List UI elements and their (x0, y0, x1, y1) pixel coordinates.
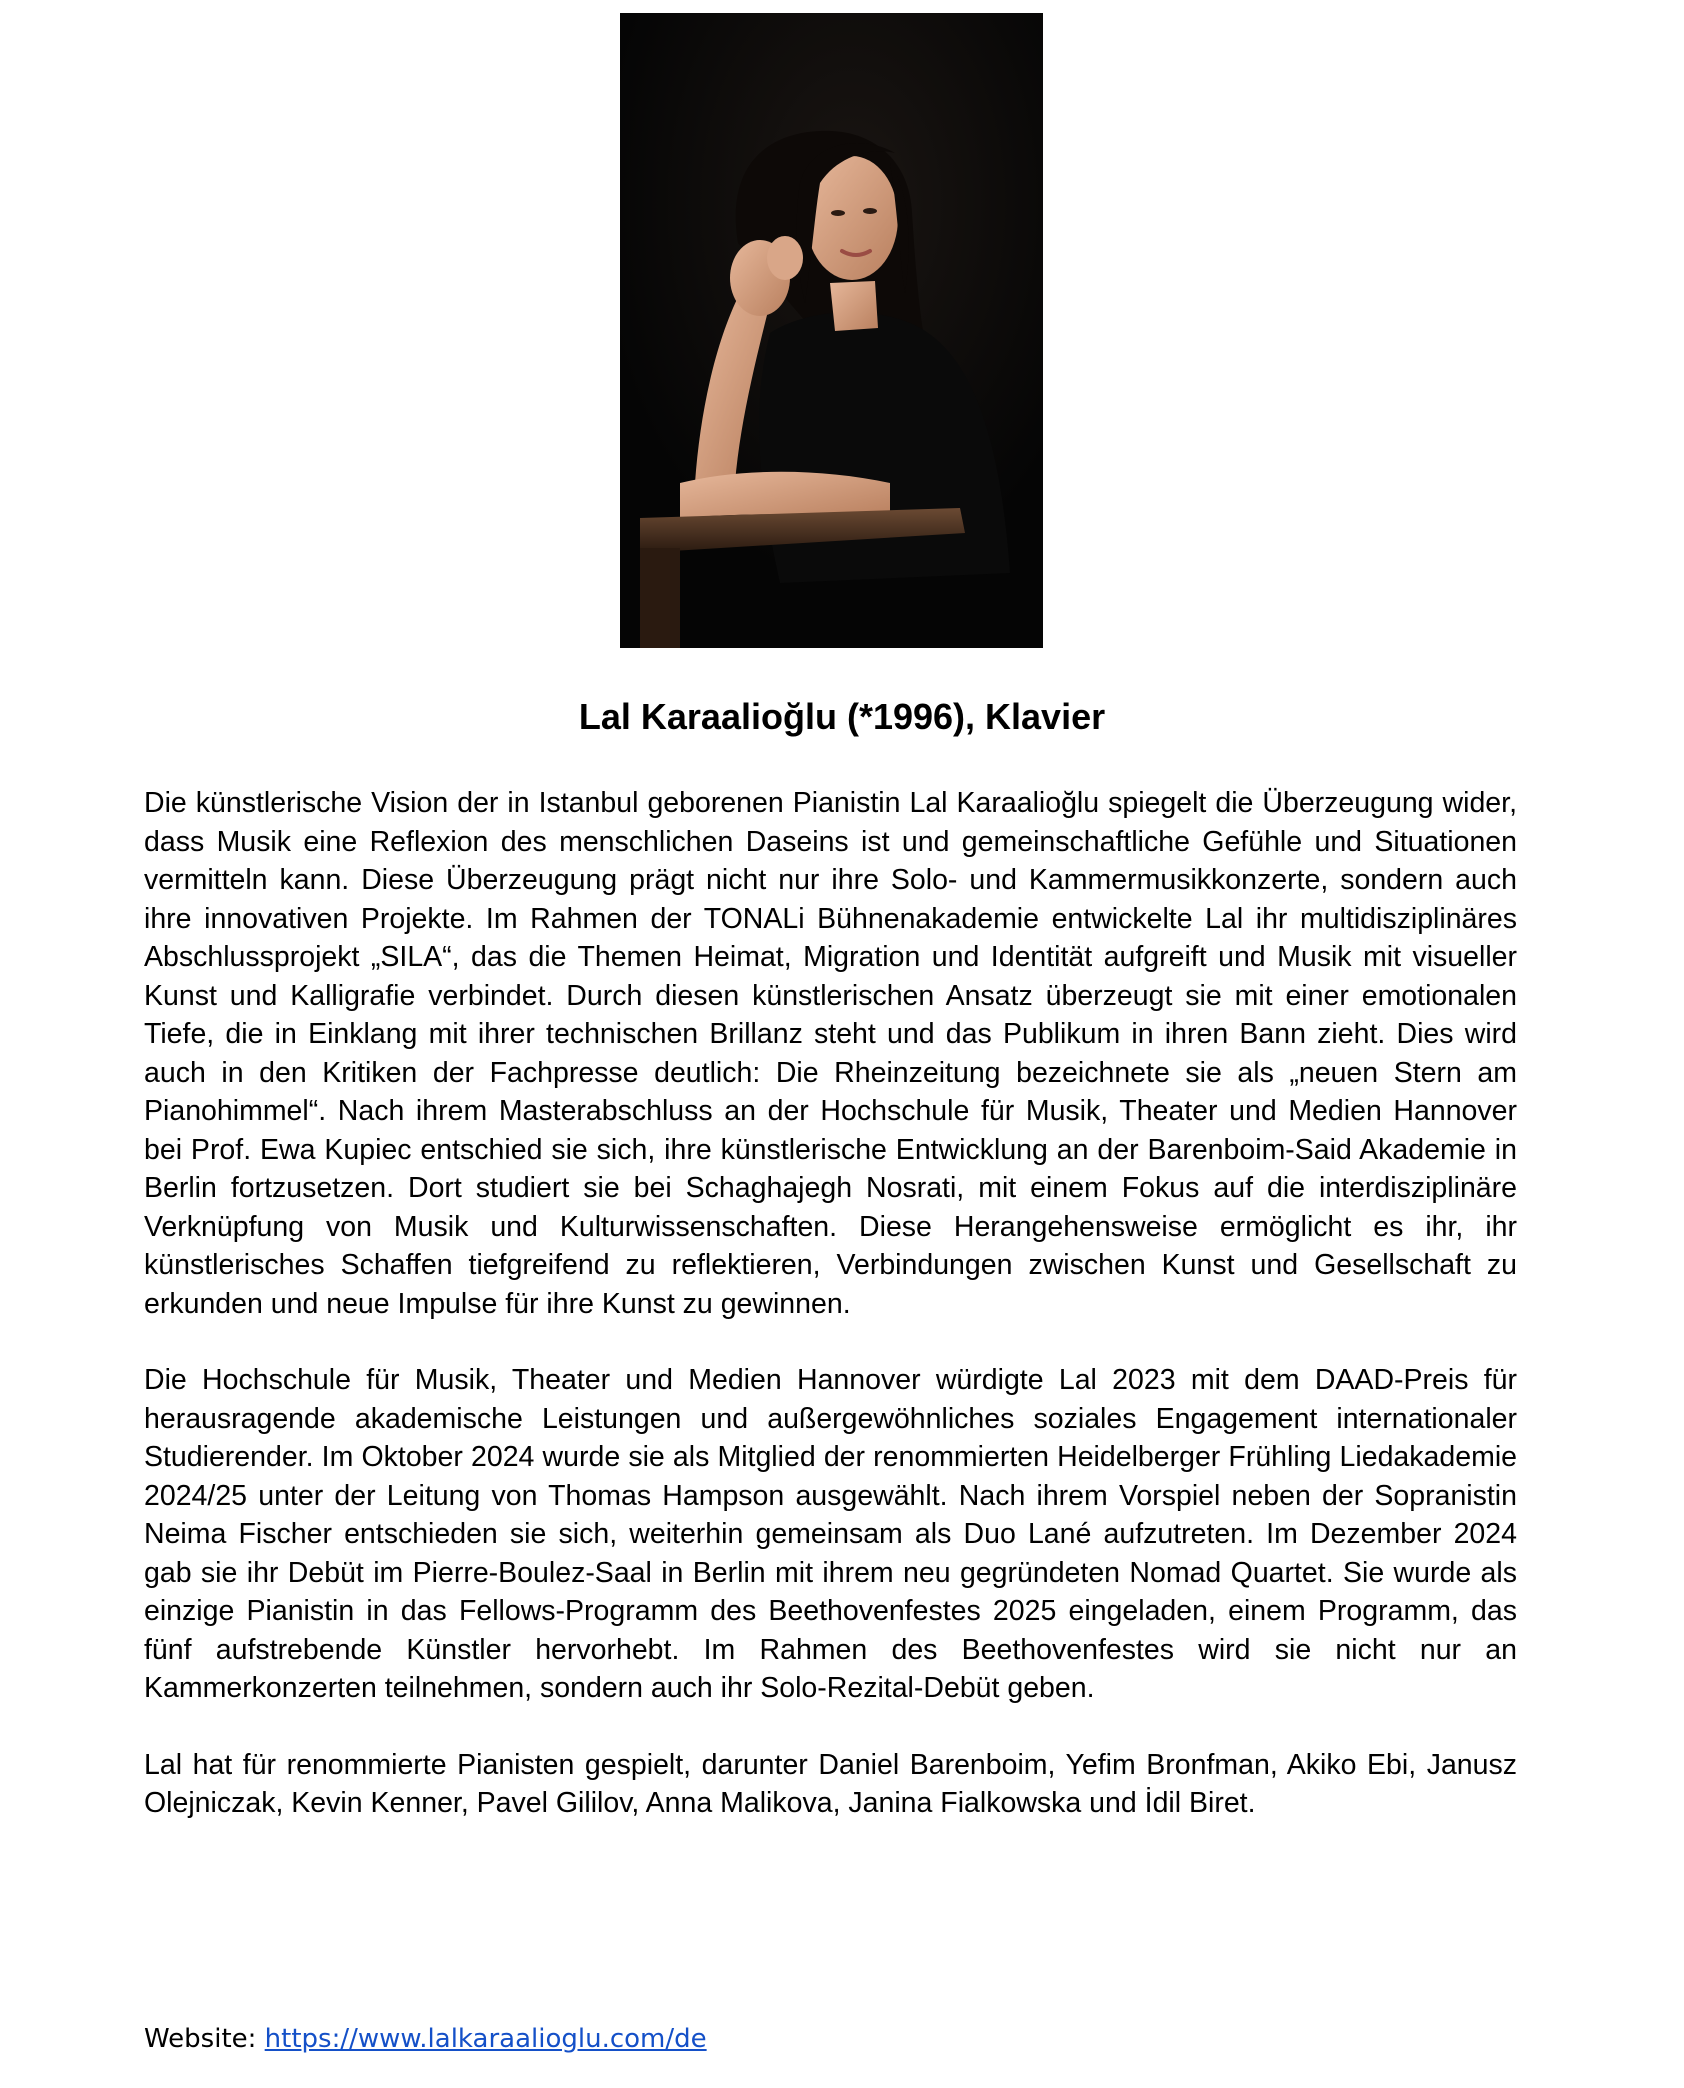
portrait-illustration (620, 13, 1043, 648)
paragraph-2: Die Hochschule für Musik, Theater und Medien Hannover würdigte Lal 2023 mit dem DAAD-Preis für herausragende akademische Leistungen und außergewöhnliches soziales Engagement internationaler Studierender. Im Oktober 2024 wurde sie als Mitglied der renommierten Heidelberger Frühling Liedakademie 2024/25 unter der Leitung von Thomas Hampson ausgewählt. Nach ihrem Vorspiel neben der Sopranistin Neima Fischer entschieden sie sich, weiterhin gemeinsam als Duo Lané aufzutreten. Im Dezember 2024 gab sie ihr Debüt im Pierre-Boulez-Saal in Berlin mit ihrem neu gegründeten Nomad Quartet. Sie wurde als einzige Pianistin in das Fellows-Programm des Beethovenfestes 2025 eingeladen, einem Programm, das fünf aufstrebende Künstler hervorhebt. Im Rahmen des Beethovenfestes wird sie nicht nur an Kammerkonzerten teilnehmen, sondern auch ihr Solo-Rezital-Debüt geben. (144, 1364, 1517, 1704)
website-line (144, 2021, 707, 2057)
paragraph-1: Die künstlerische Vision der in Istanbul geborenen Pianistin Lal Karaalioğlu spiegelt die Überzeugung wider, dass Musik eine Reflexion des menschlichen Daseins ist und gemeinschaftliche Gefühle und Situationen vermitteln kann. Diese Überzeugung prägt nicht nur ihre Solo- und Kammermusikkonzerte, sondern auch ihre innovativen Projekte. Im Rahmen der TONALi Bühnenakademie entwickelte Lal ihr multidisziplinäres Abschlussprojekt „SILA“, das die Themen Heimat, Migration und Identität aufgreift und Musik mit visueller Kunst und Kalligrafie verbindet. Durch diesen künstlerischen Ansatz überzeugt sie mit einer emotionalen Tiefe, die in Einklang mit ihrer technischen Brillanz steht und das Publikum in ihren Bann zieht. Dies wird auch in den Kritiken der Fachpresse deutlich: Die Rheinzeitung bezeichnete sie als „neuen Stern am Pianohimmel“. Nach ihrem Masterabschluss an der Hochschule für Musik, Theater und Medien Hannover bei Prof. Ewa Kupiec entschied sie sich, ihre künstlerische Entwicklung an der Barenboim-Said Akademie in Berlin fortzusetzen. Dort studiert sie bei Schaghajegh Nosrati, mit einem Fokus auf die interdisziplinäre Verknüpfung von Musik und Kulturwissenschaften. Diese Herangehensweise ermöglicht es ihr, ihr künstlerisches Schaffen tiefgreifend zu reflektieren, Verbindungen zwischen Kunst und Gesellschaft zu erkunden und neue Impulse für ihre Kunst zu gewinnen. (144, 787, 1517, 1320)
website-link[interactable]: https://www.lalkaraalioglu.com/de (264, 2024, 707, 2054)
paragraph-3: Lal hat für renommierte Pianisten gespielt, darunter Daniel Barenboim, Yefim Bronfman, Akiko Ebi, Janusz Olejniczak, Kevin Kenner, Pavel Gililov, Anna Malikova, Janina Fialkowska und İdil Biret. (144, 1748, 1517, 1819)
biography-text (144, 784, 1517, 1861)
portrait-photo (620, 13, 1043, 648)
page-title: Lal Karaalioğlu (*1996), Klavier (578, 696, 1106, 737)
website-label: Website: (144, 2024, 265, 2054)
